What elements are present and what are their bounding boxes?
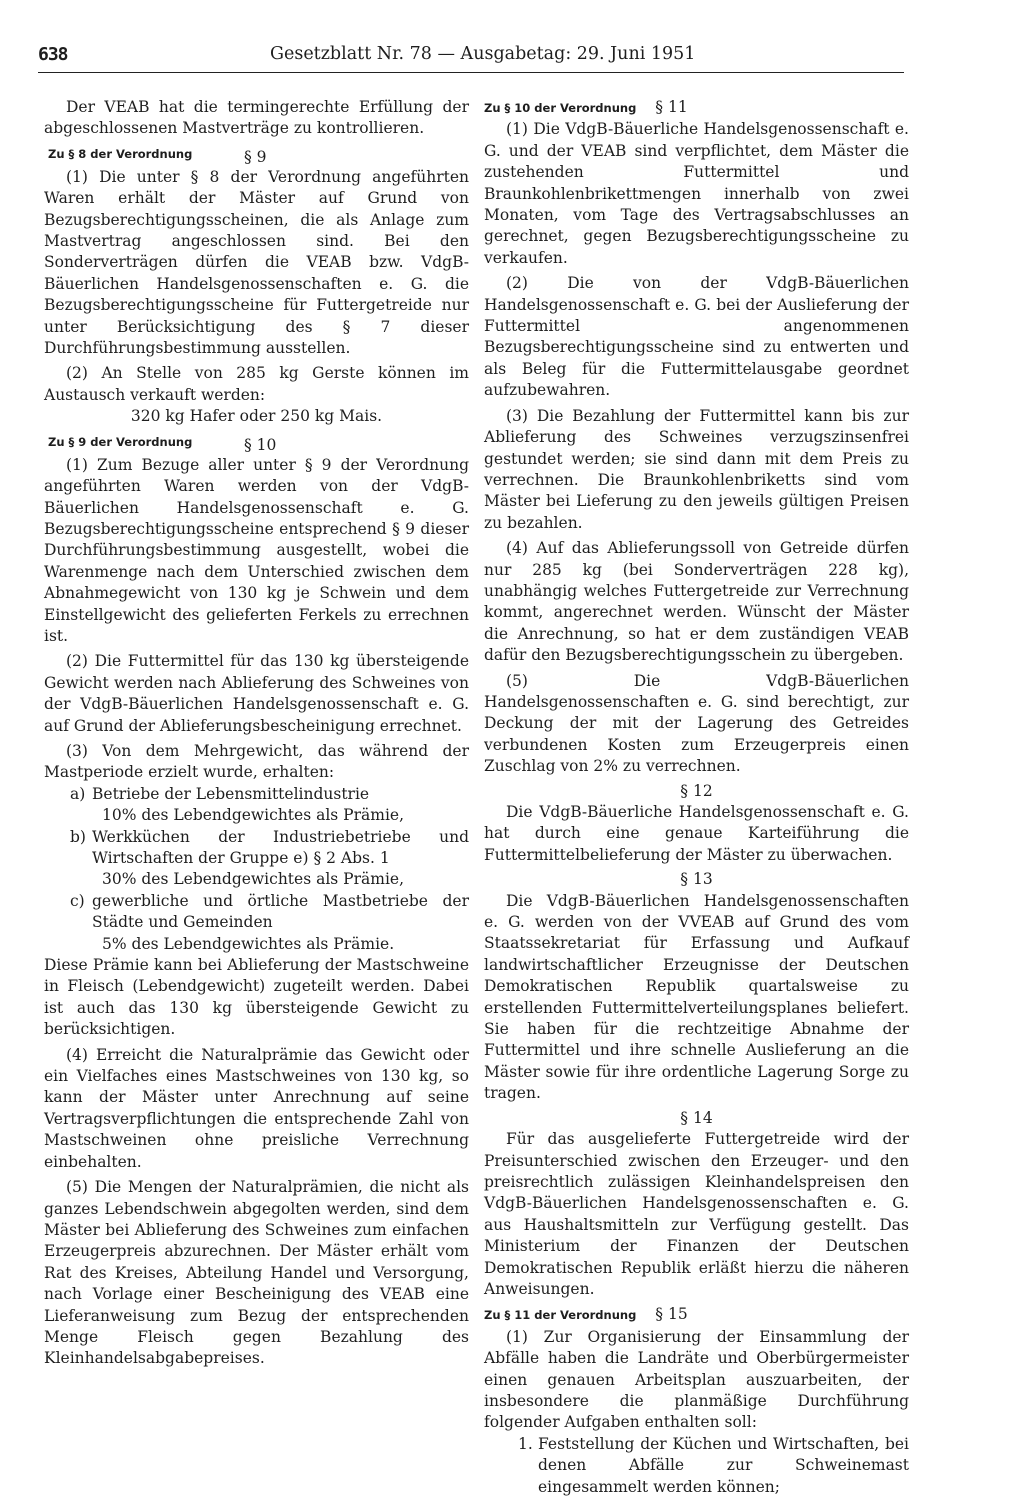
section-reference: Zu § 8 der Verordnung bbox=[48, 146, 193, 161]
paragraph-10-4: (4) Erreicht die Naturalprämie das Gewicht oder ein Vielfaches eines Mastschweines von 130 kg, so kann der Mäster unter Anrechnung auf seine Vertragsverpflichtungen die entsprechende Zahl von Mastschweinen ohne preisliche Verrechnung einbehalten. bbox=[44, 1045, 469, 1171]
section-reference: Zu § 9 der Verordnung bbox=[48, 434, 193, 449]
paragraph-11-2: (2) Die von der VdgB-Bäuerlichen Handelsgenossenschaft e. G. bei der Auslieferung der Futtermittel angenommenen Bezugsberechtigungsscheine sind zu entwerten und als Beleg für die Futtermittelausgabe geordnet aufzubewahren. bbox=[484, 274, 909, 400]
section-number-12: § 12 bbox=[680, 781, 713, 800]
right-column bbox=[484, 97, 909, 1498]
left-column bbox=[44, 97, 469, 1370]
paragraph-11-1: (1) Die VdgB-Bäuerliche Handelsgenossenschaft e. G. und der VEAB sind verpflichtet, dem Mäster die zustehenden Futtermittel und Braunkohlenbrikettmengen innerhalb von zwei Monaten, vom Tage des Vertragsabschlusses an gerechnet, gegen Bezugsberechtigungsscheine zu verkaufen. bbox=[484, 120, 909, 267]
paragraph-10-3-continued: Diese Prämie kann bei Ablieferung der Mastschweine in Fleisch (Lebendgewicht) zugeteilt werden. Dabei ist auch das 130 kg übersteigende Gewicht zu berücksichtigen. bbox=[44, 956, 469, 1039]
paragraph-9-2-line: 320 kg Hafer oder 250 kg Mais. bbox=[130, 407, 383, 426]
list-sub-line: 10% des Lebendgewichtes als Prämie, bbox=[102, 806, 405, 825]
section-reference: Zu § 10 der Verordnung bbox=[484, 101, 637, 115]
list-item bbox=[44, 827, 469, 870]
page-number: 638 bbox=[38, 44, 68, 65]
paragraph-11-4: (4) Auf das Ablieferungssoll von Getreide dürfen nur 285 kg (bei Sonderverträgen 228 kg), unabhängig welches Futtergetreide zur Verrechnung kommt, angerechnet werden. Wünscht der Mäster die Anrechnung, so hat er dem zuständigen VEAB dafür den Bezugsberechtigungsschein zu übergeben. bbox=[484, 539, 909, 665]
paragraph-12: Die VdgB-Bäuerliche Handelsgenossenschaft e. G. hat durch eine genaue Karteiführung die Futtermittelbelieferung der Mäster zu überwachen. bbox=[484, 803, 909, 864]
section-heading-11 bbox=[484, 97, 909, 119]
paragraph-10-1: (1) Zum Bezuge aller unter § 9 der Verordnung angeführten Waren werden von der VdgB-Bäuerlichen Handelsgenossenschaft e. G. Bezugsberechtigungsscheine entsprechend § 9 dieser Durchführungsbestimmung ausgestellt, wobei die Warenmenge nach dem Unterschied zwischen dem Abnahmegewicht von 130 kg je Schwein und dem Einstellgewicht des gelieferten Ferkels zu errechnen ist. bbox=[44, 455, 469, 645]
paragraph-10-5: (5) Die Mengen der Naturalprämien, die nicht als ganzes Lebendschwein abgegolten werden, sind dem Mäster bei Ablieferung des Schweines zum einfachen Erzeugerpreis abzurechnen. Der Mäster erhält vom Rat des Kreises, Abteilung Handel und Versorgung, nach Vorlage einer Bescheinigung des VEAB eine Lieferanweisung zum Bezug der entsprechenden Menge Fleisch gegen Bezahlung des Kleinhandelsabgabepreises. bbox=[44, 1178, 469, 1368]
paragraph-13: Die VdgB-Bäuerlichen Handelsgenossenschaften e. G. werden von der VVEAB auf Grund des vom Staatssekretariat für Erfassung und Aufkauf landwirtschaftlicher Erzeugnisse der Deutschen Demokratischen Republik quartalsweise zu erstellenden Futtermittelverteilungsplanes beliefert. Sie haben für die rechtzeitige Abnahme der Futtermittel und ihre schnelle Auslieferung an die Mäster sowie für ihre ordentliche Lagerung Sorge zu tragen. bbox=[484, 891, 909, 1103]
section-number: § 11 bbox=[655, 98, 688, 116]
page-header bbox=[38, 44, 904, 73]
section-number: § 9 bbox=[244, 147, 267, 166]
list-label: 1. bbox=[518, 1434, 533, 1453]
section-number-13: § 13 bbox=[680, 870, 713, 889]
running-head: Gesetzblatt Nr. 78 — Ausgabetag: 29. Juni 1951 bbox=[270, 44, 696, 64]
paragraph-11-3: (3) Die Bezahlung der Futtermittel kann bis zur Ablieferung des Schweines verzugszinsenfrei gestundet werden; sie sind dann mit dem Preis zu verrechnen. Die Braunkohlenbriketts sind vom Mäster bei Lieferung zu den jeweils gültigen Preisen zu bezahlen. bbox=[484, 406, 909, 532]
intro-paragraph: Der VEAB hat die termingerechte Erfüllung der abgeschlossenen Mastverträge zu kontrollieren. bbox=[44, 98, 469, 138]
paragraph-11-5: (5) Die VdgB-Bäuerlichen Handelsgenossenschaften e. G. sind berechtigt, zur Deckung der mit der Lagerung des Getreides verbundenen Kosten zum Erzeugerpreis einen Zuschlag von 2% zu verrechnen. bbox=[484, 671, 909, 776]
section-reference: Zu § 11 der Verordnung bbox=[484, 1308, 637, 1323]
list-label: c) bbox=[70, 891, 85, 910]
list-label: a) bbox=[70, 784, 86, 803]
section-heading-10 bbox=[44, 431, 469, 455]
list-item bbox=[484, 1434, 909, 1498]
list-item bbox=[44, 891, 469, 934]
paragraph-14: Für das ausgelieferte Futtergetreide wird der Preisunterschied zwischen den Erzeuger- und den preisrechtlich zulässigen Kleinhandelspreisen den VdgB-Bäuerlichen Handelsgenossenschaften e. G. aus Haushaltsmitteln zur Verfügung gestellt. Das Ministerium der Finanzen der Deutschen Demokratischen Republik erläßt hierzu die näheren Anweisungen. bbox=[484, 1130, 909, 1298]
list-text: Werkküchen der Industriebetriebe und Wirtschaften der Gruppe e) § 2 Abs. 1 bbox=[92, 827, 469, 867]
paragraph-10-3: (3) Von dem Mehrgewicht, das während der Mastperiode erzielt wurde, erhalten: bbox=[44, 741, 469, 782]
list-sub-line: 30% des Lebendgewichtes als Prämie, bbox=[102, 870, 405, 889]
list-text: gewerbliche und örtliche Mastbetriebe der Städte und Gemeinden bbox=[92, 891, 469, 932]
list-text: Betriebe der Lebensmittelindustrie bbox=[92, 784, 370, 803]
section-number: § 15 bbox=[655, 1305, 688, 1324]
list-item bbox=[44, 784, 469, 805]
section-heading-9 bbox=[44, 143, 469, 167]
list-label: b) bbox=[70, 827, 86, 846]
section-heading-15 bbox=[484, 1304, 909, 1326]
section-number-14: § 14 bbox=[680, 1108, 713, 1127]
paragraph-10-2: (2) Die Futtermittel für das 130 kg übersteigende Gewicht werden nach Ablieferung des Schweines von der VdgB-Bäuerlichen Handelsgenossenschaft e. G. auf Grund der Ablieferungsbescheinigung errechnet. bbox=[44, 652, 469, 735]
list-sub-line: 5% des Lebendgewichtes als Prämie. bbox=[102, 934, 395, 953]
paragraph-9-2: (2) An Stelle von 285 kg Gerste können im Austausch verkauft werden: bbox=[44, 364, 469, 404]
section-number: § 10 bbox=[244, 435, 277, 454]
paragraph-15-1: (1) Zur Organisierung der Einsammlung der Abfälle haben die Landräte und Oberbürgermeister einen genauen Arbeitsplan auszuarbeiten, der insbesondere die planmäßige Durchführung folgender Aufgaben enthalten soll: bbox=[484, 1327, 909, 1432]
paragraph-9-1: (1) Die unter § 8 der Verordnung angeführten Waren erhält der Mäster auf Grund von Bezugsberechtigungsscheinen, die als Anlage zum Mastvertrag angeschlossen sind. Bei den Sonderverträgen dürfen die VEAB bzw. VdgB-Bäuerlichen Handelsgenossenschaften e. G. die Bezugsberechtigungsscheine für Futtergetreide nur unter Berücksichtigung des § 7 dieser Durchführungsbestimmung ausstellen. bbox=[44, 167, 469, 358]
list-text: Feststellung der Küchen und Wirtschaften, bei denen Abfälle zur Schweinemast eingesammelt werden können; bbox=[538, 1434, 909, 1496]
